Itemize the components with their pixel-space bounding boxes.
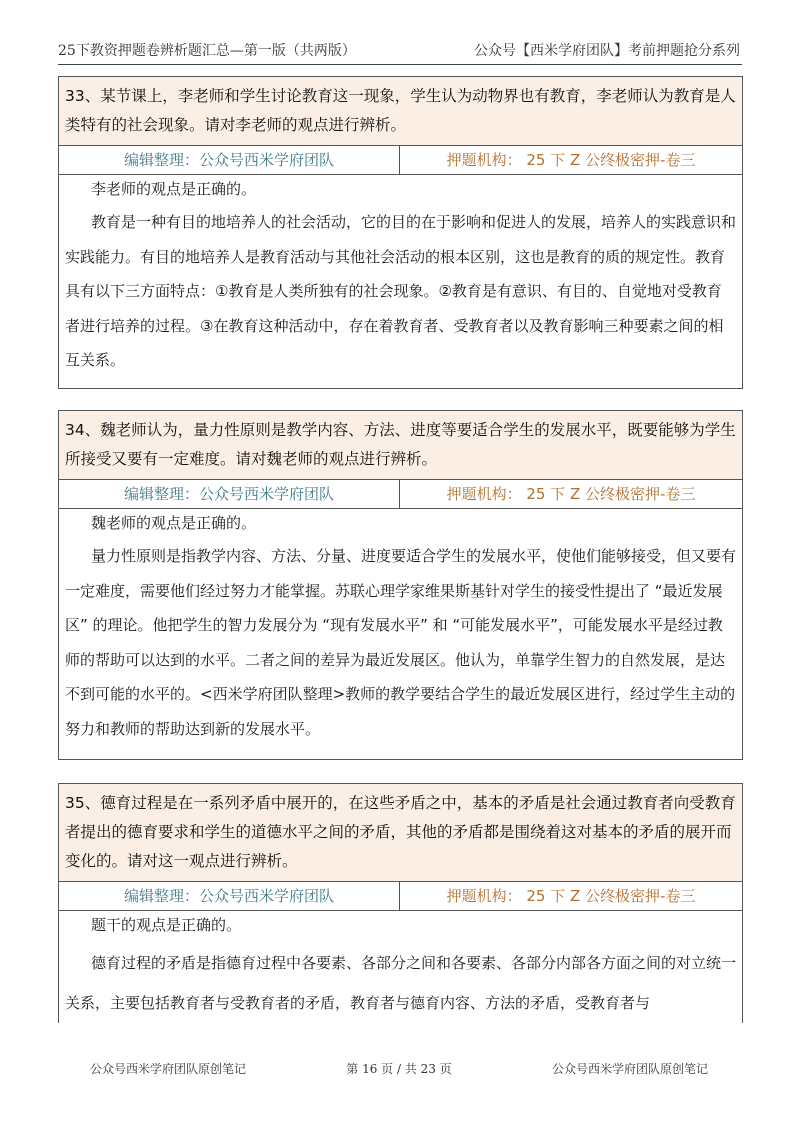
answer-verdict: 魏老师的观点是正确的。 [91, 514, 257, 532]
source-label: 押题机构： 25 下 Z 公终极密押-卷三 [446, 887, 696, 905]
answer-verdict: 李老师的观点是正确的。 [91, 180, 257, 198]
answer-analysis: 教育是一种有目的地培养人的社会活动，它的目的在于影响和促进人的发展，培养人的实践意识和实践能力。有目的地培养人是教育活动与其他社会活动的根本区别，这也是教育的质的规定性。教育具有以下三方面特点：①教育是人类所独有的社会现象。②教育是有意识、有目的、自觉地对受教育者进行培养的过程。③在教育这种活动中，存在着教育者、受教育者以及教育影响三种要素之间的相互关系。 [65, 213, 737, 369]
header-left-title: 25下教资押题卷辨析题汇总—第一版（共两版） [58, 43, 356, 59]
editor-credit: 编辑整理：公众号西米学府团队 [59, 480, 400, 508]
question-text: 35、德育过程是在一系列矛盾中展开的，在这些矛盾之中，基本的矛盾是社会通过教育者向受教育者提出的德育要求和学生的道德水平之间的矛盾，其他的矛盾都是围绕着这对基本的矛盾的展开而变化的。请对这一观点进行辨析。 [59, 784, 742, 882]
header-right-title: 公众号【西米学府团队】考前押题抢分系列 [474, 43, 740, 59]
answer-section [59, 175, 742, 378]
footer-right-note: 公众号西米学府团队原创笔记 [551, 1062, 708, 1076]
answer-section [59, 509, 742, 746]
answer-analysis: 量力性原则是指教学内容、方法、分量、进度要适合学生的发展水平，使他们能够接受，但又要有一定难度，需要他们经过努力才能掌握。苏联心理学家维果斯基针对学生的接受性提出了 “最近发展区” 的理论。他把学生的智力发展分为 “现有发展水平” 和 “可能发展水平”，可能发展水平是经过教师的帮助可以达到的水平。二者之间的差异为最近发展区。他认为，单靠学生智力的自然发展，是达不到可能的水平的。<西米学府团队整理>教师的教学要结合学生的最近发展区进行，经过学生主动的努力和教师的帮助达到新的发展水平。 [65, 547, 737, 738]
question-block-35 [58, 783, 743, 1023]
answer-section [59, 911, 742, 1023]
question-block-34 [58, 410, 743, 760]
meta-row [59, 480, 742, 509]
source-label: 押题机构： 25 下 Z 公终极密押-卷三 [446, 485, 696, 503]
page-number: 第 16 页 / 共 23 页 [346, 1062, 452, 1076]
question-text: 34、魏老师认为，量力性原则是教学内容、方法、进度等要适合学生的发展水平，既要能够为学生所接受又要有一定难度。请对魏老师的观点进行辨析。 [59, 411, 742, 480]
editor-credit: 编辑整理：公众号西米学府团队 [59, 146, 400, 174]
answer-analysis: 德育过程的矛盾是指德育过程中各要素、各部分之间和各要素、各部分内部各方面之间的对立统一关系，主要包括教育者与受教育者的矛盾，教育者与德育内容、方法的矛盾，受教育者与 [65, 954, 737, 1012]
editor-credit: 编辑整理：公众号西米学府团队 [59, 882, 400, 910]
answer-verdict: 题干的观点是正确的。 [91, 916, 242, 934]
page-footer [90, 1060, 708, 1078]
header-divider [58, 64, 742, 65]
meta-row [59, 882, 742, 911]
footer-left-note: 公众号西米学府团队原创笔记 [90, 1062, 247, 1076]
question-text: 33、某节课上，李老师和学生讨论教育这一现象，学生认为动物界也有教育，李老师认为教育是人类特有的社会现象。请对李老师的观点进行辨析。 [59, 77, 742, 146]
source-label: 押题机构： 25 下 Z 公终极密押-卷三 [446, 151, 696, 169]
question-block-33 [58, 76, 743, 389]
meta-row [59, 146, 742, 175]
page-header [58, 36, 740, 60]
